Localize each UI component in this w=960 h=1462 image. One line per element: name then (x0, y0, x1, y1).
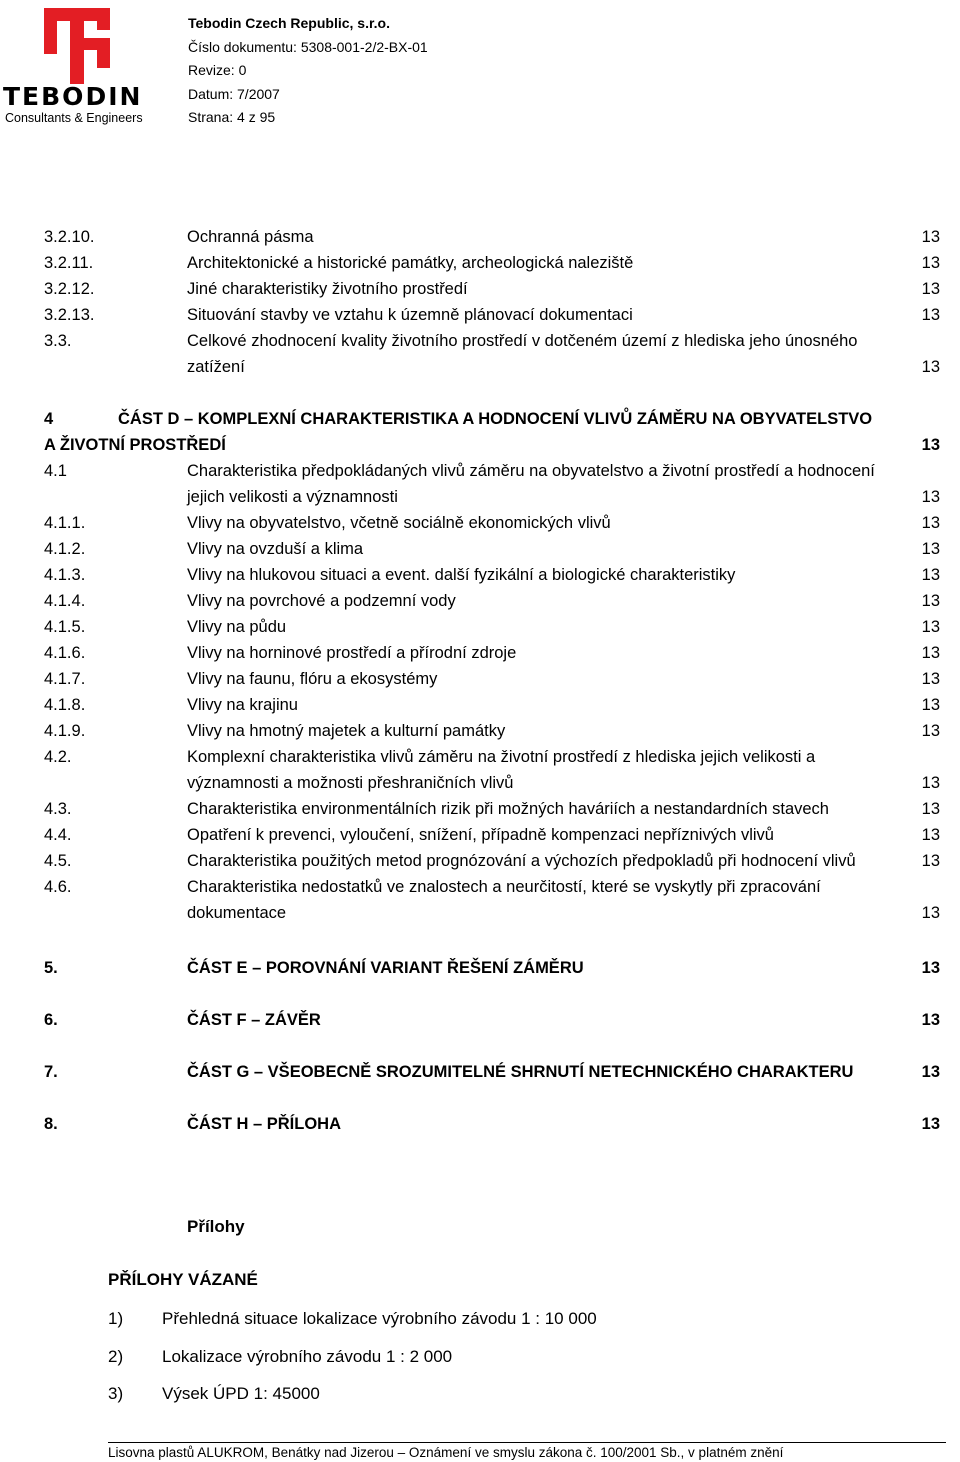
toc-title: Situování stavby ve vztahu k územně plánovací dokumentaci (187, 306, 633, 324)
toc-title-continued: A ŽIVOTNÍ PROSTŘEDÍ (44, 436, 226, 454)
toc-title: Charakteristika nedostatků ve znalostech a neurčitostí, které se vyskytly při zpracování (187, 878, 821, 896)
toc-num: 4.5. (44, 852, 72, 870)
toc-title-continued: jejich velikosti a významnosti (187, 488, 398, 506)
toc-title: Jiné charakteristiky životního prostředí (187, 280, 468, 298)
toc-num: 3.2.12. (44, 280, 95, 298)
toc-title: Vlivy na hlukovou situaci a event. další fyzikální a biologické charakteristiky (187, 566, 736, 584)
footer-divider (108, 1442, 946, 1443)
toc-page: 13 (921, 488, 940, 506)
toc-page: 13 (921, 1011, 940, 1029)
toc-page: 13 (921, 228, 940, 246)
toc-page: 13 (921, 800, 940, 818)
toc-num: 4.1.6. (44, 644, 86, 662)
toc-title: Charakteristika environmentálních rizik při možných haváriích a nestandardních stavech (187, 800, 829, 818)
toc-num: 4.3. (44, 800, 72, 818)
footer-text: Lisovna plastů ALUKROM, Benátky nad Jizerou – Oznámení ve smyslu zákona č. 100/2001 Sb., v platném znění (108, 1445, 784, 1460)
toc-num: 6. (44, 1011, 58, 1029)
toc-num: 4.1.5. (44, 618, 86, 636)
attachment-num: 1) (108, 1309, 124, 1328)
toc-title: ČÁST E – POROVNÁNÍ VARIANT ŘEŠENÍ ZÁMĚRU (187, 959, 584, 977)
toc-page: 13 (921, 618, 940, 636)
toc-page: 13 (921, 306, 940, 324)
toc-title: Celkové zhodnocení kvality životního prostředí v dotčeném území z hlediska jeho únosného (187, 332, 858, 350)
toc-num: 3.2.11. (44, 254, 94, 272)
toc-title: Vlivy na faunu, flóru a ekosystémy (187, 670, 438, 688)
toc-page: 13 (921, 280, 940, 298)
attachment-num: 3) (108, 1384, 124, 1403)
toc-title: Komplexní charakteristika vlivů záměru na životní prostředí z hlediska jejich velikosti a (187, 748, 816, 766)
toc-page: 13 (921, 670, 940, 688)
toc-title: ČÁST H – PŘÍLOHA (187, 1115, 342, 1133)
toc-page: 13 (921, 436, 940, 454)
toc-page: 13 (921, 1115, 940, 1133)
toc-page: 13 (921, 904, 940, 922)
toc-num: 7. (44, 1063, 58, 1081)
toc-title: Vlivy na obyvatelstvo, včetně sociálně ekonomických vlivů (187, 514, 611, 532)
toc-num: 3.2.10. (44, 228, 95, 246)
toc-page: 13 (921, 826, 940, 844)
toc-page: 13 (921, 592, 940, 610)
toc-title: Vlivy na krajinu (187, 696, 298, 714)
toc-page: 13 (921, 514, 940, 532)
toc-page: 13 (921, 358, 940, 376)
toc-num: 3.2.13. (44, 306, 95, 324)
attachment-text: Lokalizace výrobního závodu 1 : 2 000 (162, 1347, 453, 1366)
toc-num: 4.1.3. (44, 566, 86, 584)
toc-title: Vlivy na povrchové a podzemní vody (187, 592, 456, 610)
toc-num: 4.1 (44, 462, 67, 480)
toc-num: 4.1.2. (44, 540, 86, 558)
toc-page: 13 (921, 1063, 940, 1081)
toc-page: 13 (921, 644, 940, 662)
toc-title: Vlivy na horninové prostředí a přírodní zdroje (187, 644, 517, 662)
toc-num: 4.1.8. (44, 696, 86, 714)
toc-num: 4 (44, 410, 54, 428)
toc-title: Charakteristika předpokládaných vlivů záměru na obyvatelstvo a životní prostředí a hodnocení (187, 462, 875, 480)
toc-num: 4.1.7. (44, 670, 86, 688)
toc-num: 5. (44, 959, 58, 977)
toc-num: 4.4. (44, 826, 72, 844)
toc-title: Charakteristika použitých metod prognózování a výchozích předpokladů při hodnocení vlivů (187, 852, 856, 870)
page-number: Strana: 4 z 95 (188, 109, 276, 125)
toc-title-continued: zatížení (187, 358, 245, 376)
tebodin-logo (0, 0, 160, 130)
attachments-heading: Přílohy (187, 1217, 245, 1236)
toc-page: 13 (921, 852, 940, 870)
toc-num: 4.1.4. (44, 592, 86, 610)
attachment-text: Výsek ÚPD 1: 45000 (162, 1384, 320, 1403)
toc-page: 13 (921, 959, 940, 977)
toc-title: Opatření k prevenci, vyloučení, snížení, případně kompenzaci nepříznivých vlivů (187, 826, 774, 844)
toc-title-continued: dokumentace (187, 904, 287, 922)
logo-subtitle: Consultants & Engineers (5, 111, 143, 125)
toc-page: 13 (921, 540, 940, 558)
toc-page: 13 (921, 722, 940, 740)
toc-num: 4.2. (44, 748, 72, 766)
toc-title: Vlivy na ovzduší a klima (187, 540, 364, 558)
toc-num: 3.3. (44, 332, 72, 350)
attachment-num: 2) (108, 1347, 124, 1366)
toc-page: 13 (921, 254, 940, 272)
toc-page: 13 (921, 566, 940, 584)
toc-page: 13 (921, 774, 940, 792)
doc-number: Číslo dokumentu: 5308-001-2/2-BX-01 (188, 38, 428, 55)
date: Datum: 7/2007 (188, 85, 280, 102)
revision: Revize: 0 (188, 62, 247, 78)
attachment-text: Přehledná situace lokalizace výrobního závodu 1 : 10 000 (162, 1309, 597, 1328)
toc-title: Vlivy na půdu (187, 618, 287, 636)
toc-title: Vlivy na hmotný majetek a kulturní památky (187, 722, 506, 740)
company-name: Tebodin Czech Republic, s.r.o. (188, 15, 390, 31)
toc-title-continued: významnosti a možnosti přeshraničních vlivů (187, 774, 514, 792)
toc-page: 13 (921, 696, 940, 714)
toc-num: 4.6. (44, 878, 72, 896)
toc-title: ČÁST F – ZÁVĚR (187, 1011, 321, 1029)
bound-attachments-heading: PŘÍLOHY VÁZANÉ (108, 1270, 258, 1289)
toc-title: ČÁST G – VŠEOBECNĚ SROZUMITELNÉ SHRNUTÍ NETECHNICKÉHO CHARAKTERU (187, 1063, 854, 1081)
toc-num: 8. (44, 1115, 58, 1133)
toc-title: ČÁST D – KOMPLEXNÍ CHARAKTERISTIKA A HODNOCENÍ VLIVŮ ZÁMĚRU NA OBYVATELSTVO (118, 410, 873, 428)
toc-num: 4.1.9. (44, 722, 86, 740)
toc-title: Ochranná pásma (187, 228, 314, 246)
toc-num: 4.1.1. (44, 514, 86, 532)
toc-title: Architektonické a historické památky, archeologická naleziště (187, 254, 634, 272)
document-header (188, 12, 428, 130)
logo-wordmark: TEBODIN (3, 82, 143, 111)
